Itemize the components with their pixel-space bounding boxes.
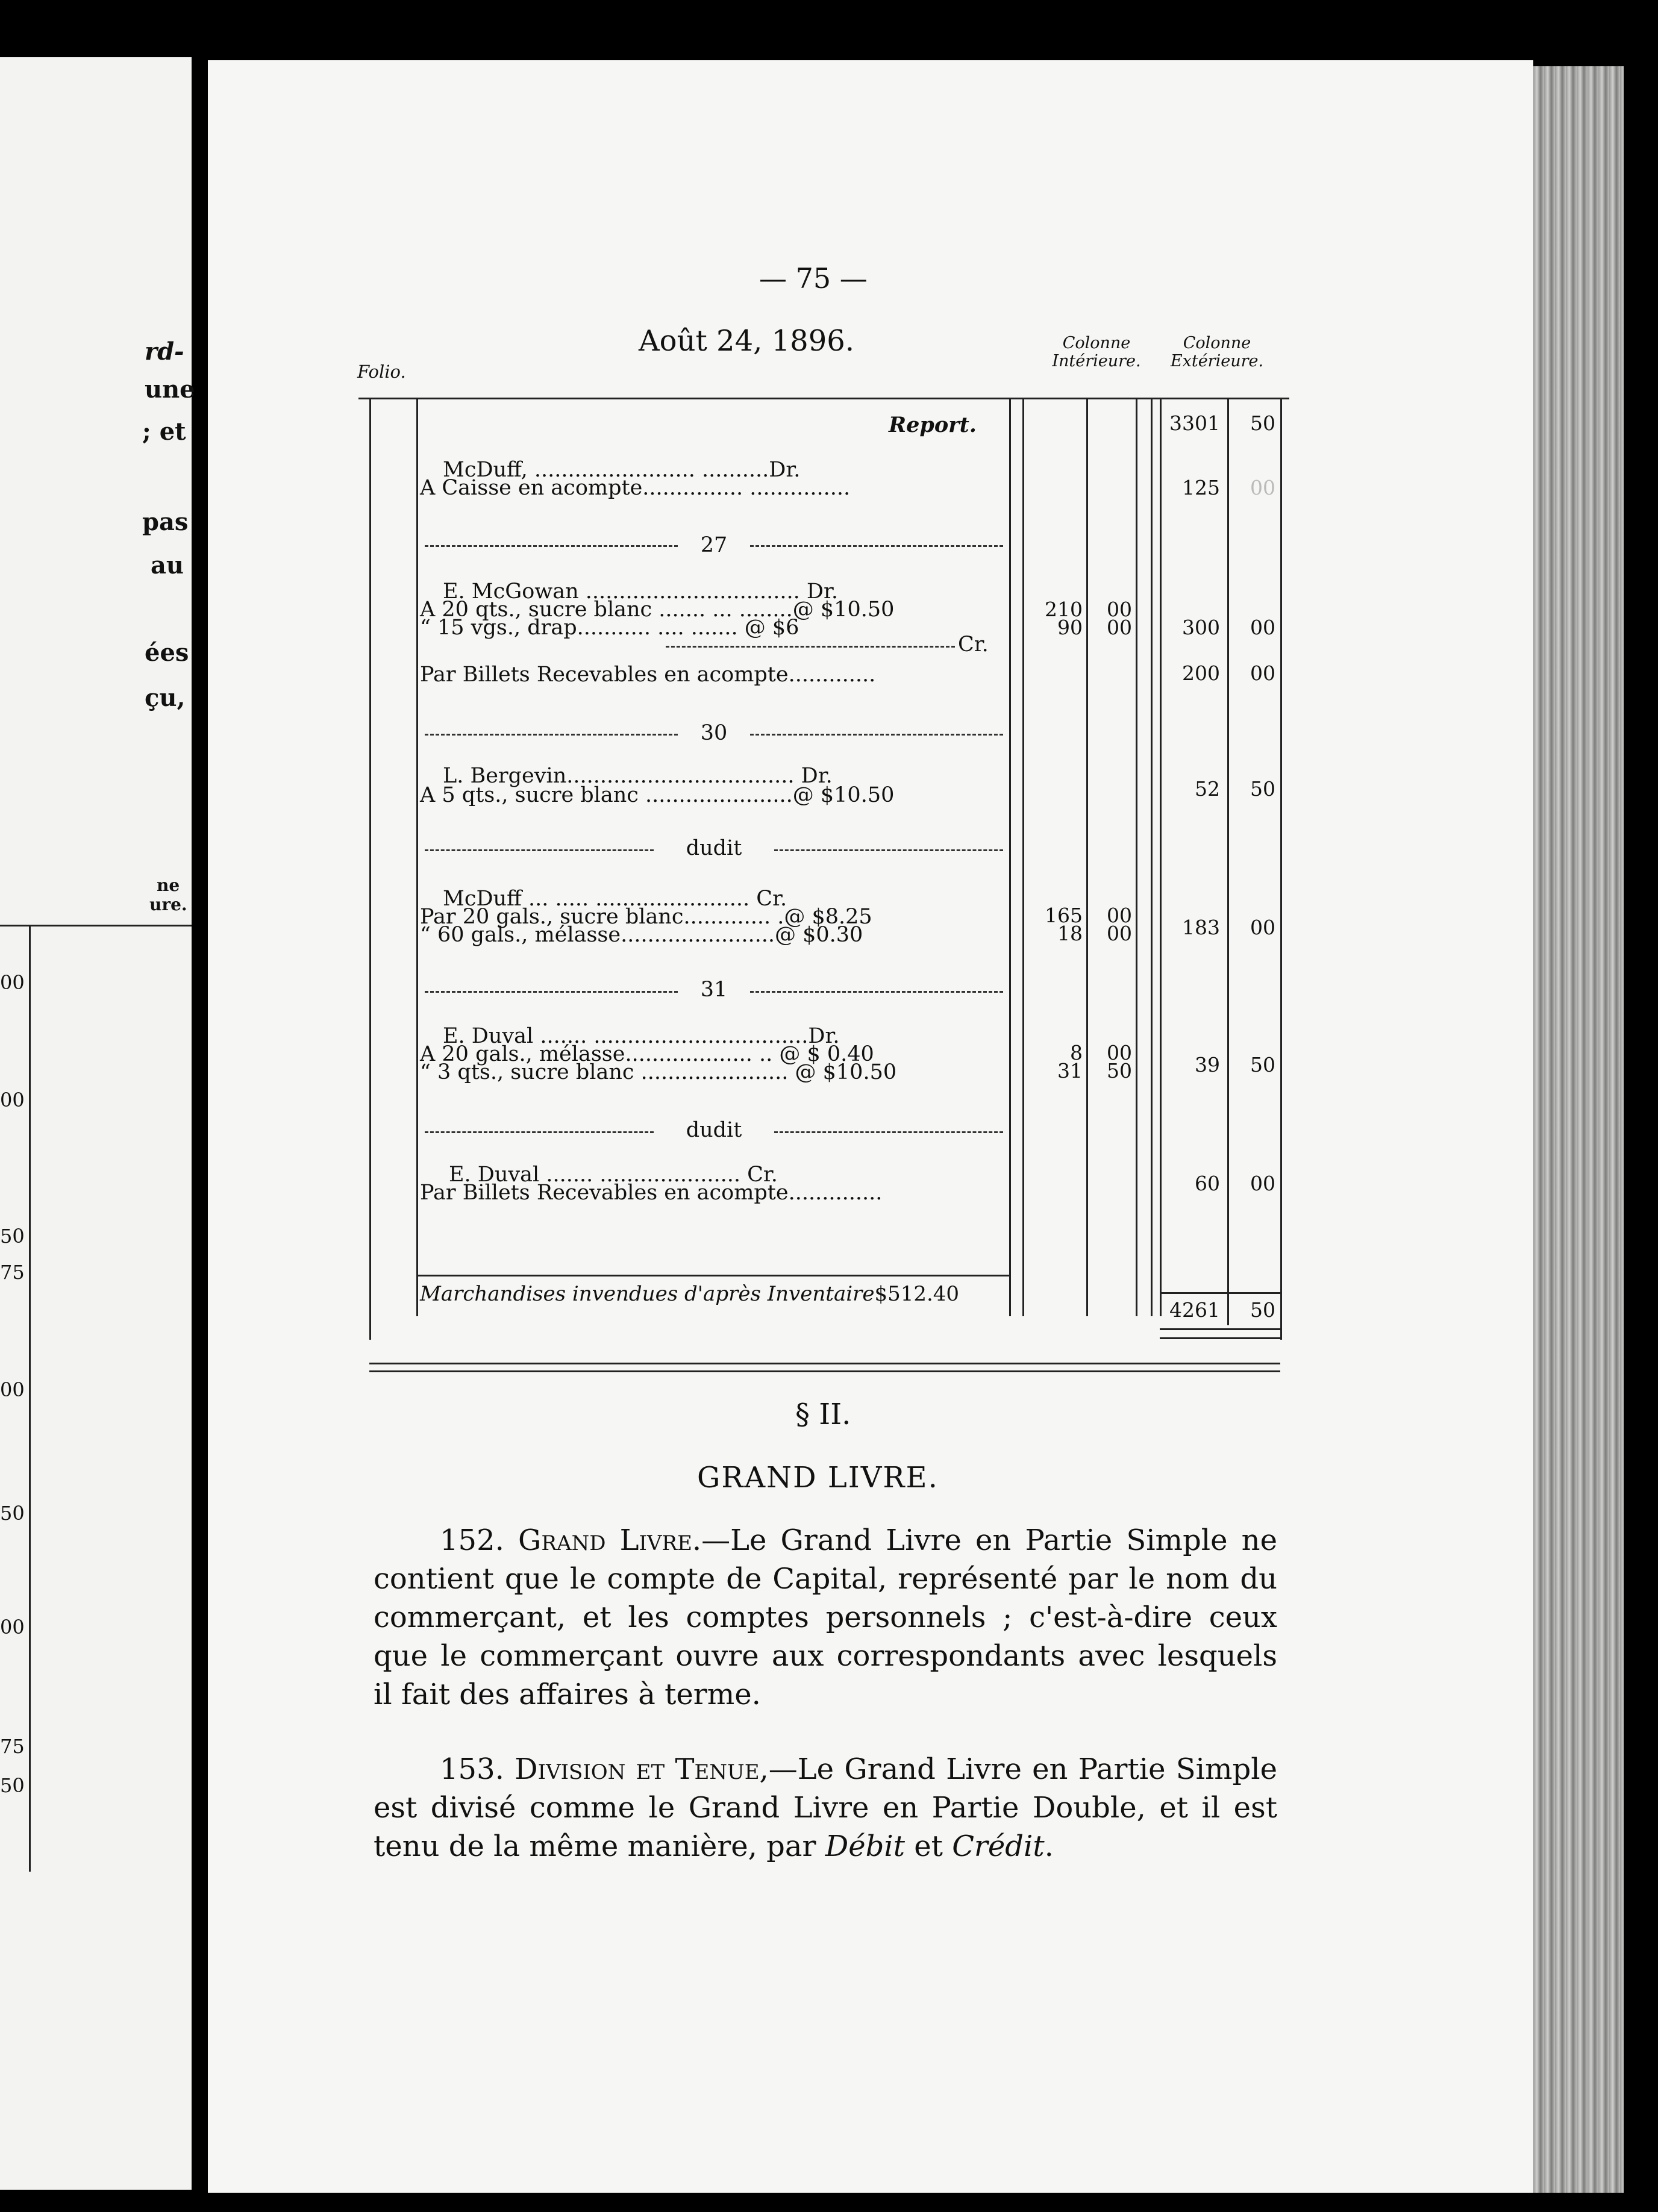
- journal-date: Août 24, 1896.: [639, 324, 855, 358]
- entry-line: “ 15 vgs., drap........... .... ....... @ $6: [420, 616, 799, 640]
- left-fragment: çu,: [145, 684, 186, 712]
- date-separator-line: [425, 991, 678, 995]
- date-separator: 31: [700, 978, 728, 1002]
- table-rule: [1009, 398, 1011, 1316]
- date-separator-line: [425, 734, 678, 737]
- section-title: GRAND LIVRE.: [697, 1461, 939, 1495]
- credit-separator-line: [666, 646, 955, 649]
- column-header-line: Extérieure.: [1170, 352, 1264, 370]
- page-edge: [1533, 66, 1624, 2193]
- inner-cents: 00: [1107, 616, 1132, 639]
- outer-cents: 00: [1250, 616, 1275, 639]
- entry-name: McDuff, ........................ ..........Dr.: [443, 458, 801, 482]
- right-page: [208, 60, 1533, 2193]
- left-fragment: 00: [0, 1616, 25, 1639]
- inner-amount: 8: [1070, 1041, 1083, 1064]
- entry-line: Par Billets Recevables en acompte.............: [420, 663, 876, 687]
- table-rule: [416, 1275, 1010, 1276]
- credit-label: Cr.: [958, 633, 989, 657]
- left-fragment: 50: [0, 1774, 25, 1797]
- outer-cents: 50: [1250, 777, 1275, 801]
- paragraph-number: 152.: [440, 1523, 504, 1557]
- outer-amount: 60: [1195, 1172, 1220, 1195]
- outer-cents: 00: [1250, 661, 1275, 685]
- table-top-rule: [358, 398, 1289, 399]
- outer-cents: 50: [1250, 411, 1275, 435]
- paragraph-text: —Le Grand Livre en Partie Simple ne contient que le compte de Capital, représenté par le nom du commerçant, et les comptes personnels ; c'est-à-dire ceux que le commerçant ouvre aux correspondants avec lesquels il fait des affaires à terme.: [374, 1523, 1277, 1711]
- left-fragment: 00: [0, 1378, 25, 1401]
- date-separator-line: [774, 1131, 1003, 1135]
- paragraph-text: .: [1044, 1829, 1054, 1863]
- journal-table: [208, 60, 1533, 1446]
- section-symbol: § II.: [795, 1398, 851, 1431]
- date-separator-line: [425, 545, 678, 549]
- inner-amount: 90: [1057, 616, 1083, 639]
- left-fragment: ; et: [142, 417, 186, 446]
- left-fragment: 50: [0, 1502, 25, 1525]
- inner-amount: 31: [1057, 1059, 1083, 1083]
- entry-name: E. Duval ....... ..................... Cr.: [449, 1163, 778, 1187]
- paragraph-153: [374, 1750, 1277, 1866]
- entry-line: A Caisse en acompte............... ...............: [420, 476, 851, 500]
- date-separator: 30: [700, 721, 728, 745]
- inner-cents: 00: [1107, 922, 1132, 945]
- table-rule: [1160, 1337, 1280, 1339]
- inner-amount: 165: [1045, 904, 1083, 927]
- table-rule: [1136, 398, 1137, 1316]
- table-bottom-rule: [369, 1363, 1280, 1364]
- inner-amount: 18: [1057, 922, 1083, 945]
- debit-term: Débit: [825, 1829, 905, 1863]
- left-fragment: rd-: [145, 337, 184, 366]
- inner-cents: 00: [1107, 598, 1132, 621]
- date-separator-line: [425, 849, 654, 853]
- date-separator-line: [750, 734, 1003, 737]
- paragraph-heading: Grand Livre.: [518, 1523, 702, 1557]
- table-bottom-rule: [369, 1370, 1280, 1372]
- column-header-line: Colonne: [1183, 334, 1251, 352]
- table-rule: [369, 398, 371, 1340]
- date-separator-line: [750, 991, 1003, 995]
- entry-name: McDuff ... ..... ....................... Cr.: [443, 887, 787, 911]
- table-rule: [1160, 1328, 1280, 1330]
- left-fragment: une: [145, 375, 195, 404]
- outer-amount: 200: [1182, 661, 1220, 685]
- inner-cents: 00: [1107, 904, 1132, 927]
- left-fragment: au: [151, 551, 184, 580]
- left-fragment: ées: [145, 639, 189, 667]
- column-header-line: Colonne: [1062, 334, 1131, 352]
- left-rule: [29, 925, 31, 1872]
- paragraph-text: —Le Grand Livre en Partie Simple est divisé comme le Grand Livre en Partie Double, et il est tenu de la même manière, par: [374, 1752, 1277, 1863]
- date-separator-line: [774, 849, 1003, 853]
- table-rule: [1086, 398, 1088, 1316]
- page-number: — 75 —: [759, 262, 868, 295]
- inner-cents: 00: [1107, 1041, 1132, 1064]
- entry-name: E. McGowan ................................ Dr.: [443, 580, 838, 604]
- outer-amount: 52: [1195, 777, 1220, 801]
- left-fragment: pas: [142, 508, 189, 536]
- folio-label: Folio.: [357, 361, 406, 382]
- paragraph-152: [374, 1521, 1277, 1714]
- entry-line: Par 20 gals., sucre blanc............. .@ $8.25: [420, 905, 872, 929]
- entry-name: L. Bergevin.................................. Dr.: [443, 764, 833, 788]
- outer-cents: 50: [1250, 1053, 1275, 1076]
- entry-line: A 20 gals., mélasse................... .. @ $ 0.40: [420, 1042, 874, 1066]
- date-separator-line: [750, 545, 1003, 549]
- entry-line: “ 3 qts., sucre blanc ...................... @ $10.50: [420, 1060, 897, 1084]
- date-separator: dudit: [686, 836, 742, 860]
- column-header-line: Intérieure.: [1052, 352, 1141, 370]
- left-fragment: ure.: [149, 895, 187, 914]
- table-rule: [1022, 398, 1024, 1316]
- left-fragment: ne: [157, 875, 180, 895]
- table-rule: [416, 398, 418, 1316]
- entry-line: “ 60 gals., mélasse.......................@ $0.30: [420, 923, 863, 947]
- date-separator: dudit: [686, 1118, 742, 1142]
- inner-amount: 210: [1045, 598, 1083, 621]
- inventory-line: [420, 1282, 959, 1306]
- entry-line: A 5 qts., sucre blanc ......................@ $10.50: [420, 783, 895, 807]
- total-cents: 50: [1250, 1298, 1275, 1322]
- outer-amount: 300: [1182, 616, 1220, 639]
- date-separator-line: [425, 1131, 654, 1135]
- total-amount: 4261: [1169, 1298, 1220, 1322]
- report-label: Report.: [889, 413, 977, 437]
- outer-cents: 00: [1250, 916, 1275, 939]
- table-rule: [1160, 1292, 1280, 1294]
- entry-line: Par Billets Recevables en acompte..............: [420, 1181, 883, 1205]
- paragraph-number: 153.: [440, 1752, 504, 1786]
- outer-cents: 00: [1250, 476, 1275, 499]
- inner-cents: 50: [1107, 1059, 1132, 1083]
- left-fragment: 00: [0, 1089, 25, 1111]
- table-rule: [1280, 398, 1282, 1340]
- left-fragment: 75: [0, 1735, 25, 1758]
- date-separator: 27: [700, 533, 728, 557]
- outer-amount: 3301: [1169, 411, 1220, 435]
- outer-amount: 125: [1182, 476, 1220, 499]
- table-rule: [1151, 398, 1153, 1316]
- credit-term: Crédit: [952, 1829, 1045, 1863]
- inventory-label: Marchandises invendues d'après Inventaire: [420, 1282, 875, 1306]
- outer-amount: 39: [1195, 1053, 1220, 1076]
- entry-line: A 20 qts., sucre blanc ....... ... ........@ $10.50: [420, 598, 895, 622]
- left-fragment: 50: [0, 1225, 25, 1248]
- outer-amount: 183: [1182, 916, 1220, 939]
- left-fragment: 00: [0, 971, 25, 994]
- left-fragment: 75: [0, 1261, 25, 1284]
- entry-name: E. Duval ....... ................................Dr.: [443, 1024, 840, 1048]
- paragraph-text: et: [904, 1829, 953, 1863]
- left-page: [0, 57, 195, 2190]
- paragraph-heading: Division et Tenue,: [515, 1752, 769, 1786]
- inventory-value: $512.40: [874, 1282, 960, 1306]
- outer-cents: 00: [1250, 1172, 1275, 1195]
